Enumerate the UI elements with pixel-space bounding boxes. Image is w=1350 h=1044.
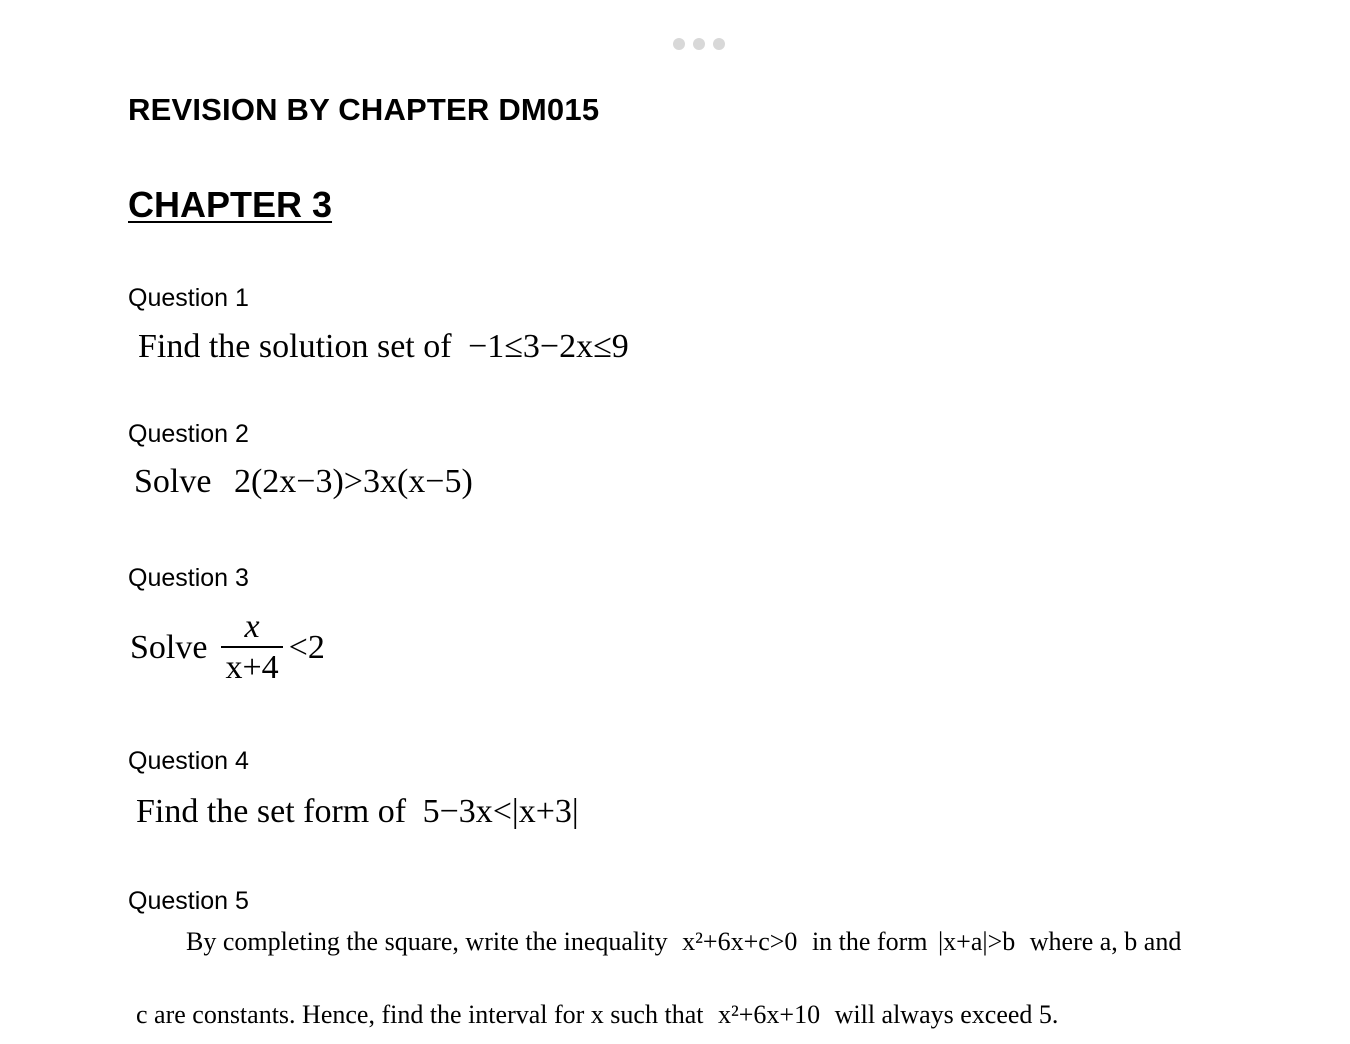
- question-5-line-1-math: x²+6x+c>0: [682, 927, 798, 956]
- chapter-title: CHAPTER 3: [128, 184, 333, 225]
- question-5-label: Question 5: [128, 887, 249, 915]
- question-3-rhs: <2: [288, 629, 325, 666]
- dot-icon: [713, 38, 725, 50]
- question-2-text: [134, 463, 473, 501]
- dot-icon: [673, 38, 685, 50]
- question-4-text: [136, 793, 579, 831]
- dot-icon: [693, 38, 705, 50]
- question-5-line-1: [186, 927, 1181, 957]
- question-1-text: [138, 328, 629, 366]
- question-5-line-2-suffix: will always exceed 5.: [834, 1000, 1059, 1029]
- question-1-math: −1≤3−2x≤9: [468, 328, 629, 365]
- question-5-line-2: [136, 1000, 1058, 1030]
- question-3-label: Question 3: [128, 564, 249, 592]
- fraction-denominator: x+4: [221, 646, 282, 688]
- question-5-line-1-math2: |x+a|>b: [937, 927, 1016, 956]
- question-1-label: Question 1: [128, 284, 249, 312]
- fraction-numerator: x: [244, 608, 260, 645]
- question-4-prefix: Find the set form of: [136, 793, 407, 830]
- question-2-prefix: Solve: [134, 463, 212, 500]
- document-title: REVISION BY CHAPTER DM015: [128, 92, 600, 127]
- question-3-prefix: Solve: [130, 629, 208, 666]
- question-5-line-2-math: x²+6x+10: [717, 1000, 821, 1029]
- question-5-line-2-prefix: c are constants. Hence, find the interval for x such that: [136, 1000, 704, 1029]
- question-2-label: Question 2: [128, 420, 249, 448]
- question-4-math: 5−3x<|x+3|: [422, 793, 579, 830]
- question-3-text: [130, 608, 325, 688]
- question-2-math: 2(2x−3)>3x(x−5): [233, 463, 473, 500]
- question-4-label: Question 4: [128, 747, 249, 775]
- question-1-prefix: Find the solution set of: [138, 328, 452, 365]
- page-menu-dots[interactable]: [673, 38, 725, 50]
- question-3-fraction: [221, 608, 282, 688]
- question-5-line-1-prefix: By completing the square, write the inequality: [186, 927, 668, 956]
- question-5-line-1-suffix: where a, b and: [1029, 927, 1182, 956]
- question-5-line-1-mid: in the form: [811, 927, 928, 956]
